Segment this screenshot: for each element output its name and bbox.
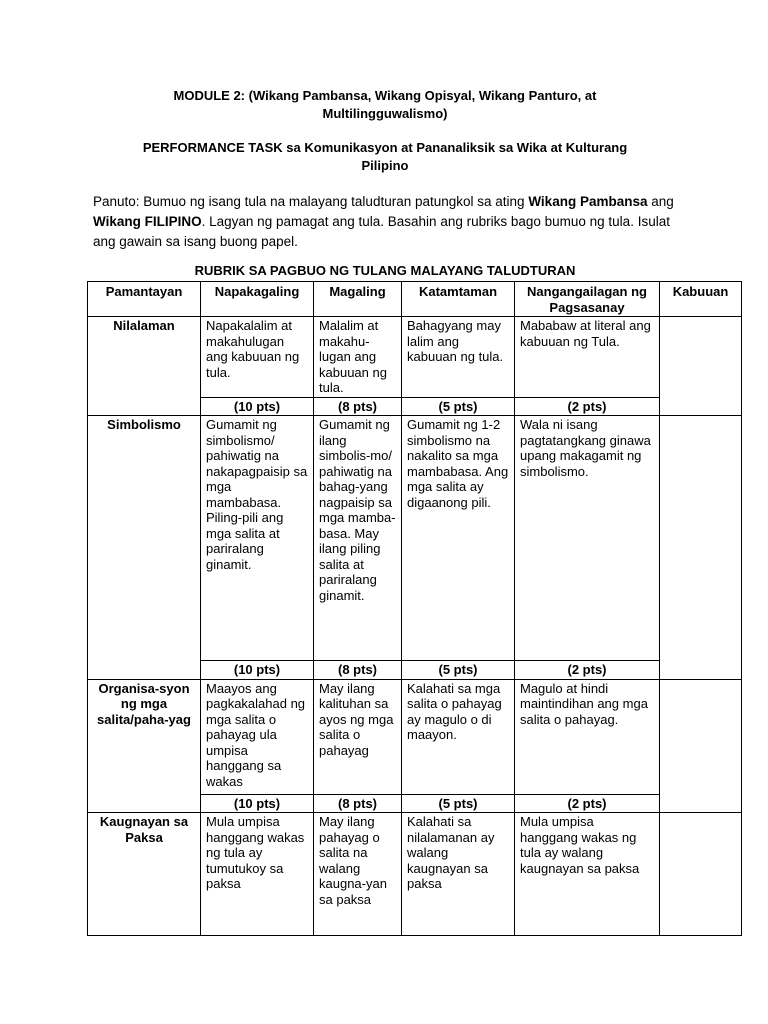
table-row	[88, 679, 742, 794]
points-cell: (8 pts)	[314, 794, 402, 813]
rubric-header-row	[88, 282, 742, 317]
descriptor-cell: Mula umpisa hanggang wakas ng tula ay tumutukoy sa paksa	[201, 813, 314, 936]
descriptor-cell: Malalim at makahu-lugan ang kabuuan ng tula.	[314, 317, 402, 398]
criterion-cell: Nilalaman	[88, 317, 201, 416]
module-title	[90, 87, 680, 123]
score-cell	[660, 317, 742, 416]
criterion-cell: Kaugnayan sa Paksa	[88, 813, 201, 936]
task-title	[90, 139, 680, 175]
descriptor-cell: Maayos ang pagkakalahad ng mga salita o pahayag ula umpisa hanggang sa wakas	[201, 679, 314, 794]
points-cell: (2 pts)	[515, 794, 660, 813]
descriptor-cell: Napakalalim at makahulugan ang kabuuan ng tula.	[201, 317, 314, 398]
instructions	[93, 192, 683, 252]
task-title-line1: PERFORMANCE TASK sa Komunikasyon at Pananaliksik sa Wika at Kulturang	[142, 140, 628, 155]
descriptor-cell: Kalahati sa mga salita o pahayag ay magulo o di maayon.	[402, 679, 515, 794]
descriptor-cell: Magulo at hindi maintindihan ang mga salita o pahayag.	[515, 679, 660, 794]
descriptor-cell: May ilang kalituhan sa ayos ng mga salita o pahayag	[314, 679, 402, 794]
instructions-text-1: Panuto: Bumuo ng isang tula na malayang taludturan patungkol sa ating	[93, 194, 529, 209]
criterion-cell: Simbolismo	[88, 416, 201, 680]
points-cell: (2 pts)	[515, 661, 660, 680]
points-cell: (10 pts)	[201, 661, 314, 680]
criterion-cell: Organisa-syon ng mga salita/paha-yag	[88, 679, 201, 813]
table-row	[88, 813, 742, 936]
points-cell: (5 pts)	[402, 661, 515, 680]
header-nangangailagan: Nangangailagan ng Pagsasanay	[515, 282, 660, 317]
instructions-bold-1: Wikang Pambansa	[528, 194, 648, 209]
module-title-line1: MODULE 2: (Wikang Pambansa, Wikang Opisyal, Wikang Panturo, at	[173, 88, 597, 103]
descriptor-cell: Gumamit ng simbolismo/ pahiwatig na nakapagpaisip sa mga mambabasa. Piling-pili ang mga salita at pariralang ginamit.	[201, 416, 314, 661]
points-cell: (8 pts)	[314, 397, 402, 416]
descriptor-cell: Mababaw at literal ang kabuuan ng Tula.	[515, 317, 660, 398]
points-cell: (5 pts)	[402, 397, 515, 416]
points-cell: (8 pts)	[314, 661, 402, 680]
score-cell	[660, 416, 742, 680]
header-napakagaling: Napakagaling	[201, 282, 314, 317]
instructions-text-3: . Lagyan ng pamagat ang tula. Basahin ang rubriks bago bumuo ng tula. Isulat ang gawain sa isang buong papel.	[93, 214, 670, 249]
score-cell	[660, 813, 742, 936]
points-cell: (2 pts)	[515, 397, 660, 416]
descriptor-cell: Wala ni isang pagtatangkang ginawa upang makagamit ng simbolismo.	[515, 416, 660, 661]
table-row	[88, 317, 742, 398]
points-cell: (10 pts)	[201, 397, 314, 416]
descriptor-cell: Gumamit ng ilang simbolis-mo/ pahiwatig na bahag-yang nagpaisip sa mga mamba-basa. May ilang piling salita at pariralang ginamit.	[314, 416, 402, 661]
descriptor-cell: Mula umpisa hanggang wakas ng tula ay walang kaugnayan sa paksa	[515, 813, 660, 936]
header-kabuuan: Kabuuan	[660, 282, 742, 317]
task-title-line2: Pilipino	[361, 158, 409, 173]
descriptor-cell: Bahagyang may lalim ang kabuuan ng tula.	[402, 317, 515, 398]
score-cell	[660, 679, 742, 813]
instructions-text-2: ang	[647, 194, 674, 209]
header-pamantayan: Pamantayan	[88, 282, 201, 317]
rubric-title: RUBRIK SA PAGBUO NG TULANG MALAYANG TALUDTURAN	[194, 263, 576, 278]
instructions-bold-2: Wikang FILIPINO	[93, 214, 202, 229]
descriptor-cell: Kalahati sa nilalamanan ay walang kaugnayan sa paksa	[402, 813, 515, 936]
descriptor-cell: May ilang pahayag o salita na walang kaugna-yan sa paksa	[314, 813, 402, 936]
module-title-line2: Multilingguwalismo)	[322, 106, 448, 121]
points-cell: (5 pts)	[402, 794, 515, 813]
header-magaling: Magaling	[314, 282, 402, 317]
table-row	[88, 416, 742, 661]
rubric-table	[87, 281, 742, 936]
points-cell: (10 pts)	[201, 794, 314, 813]
descriptor-cell: Gumamit ng 1-2 simbolismo na nakalito sa mga mambabasa. Ang mga salita ay digaanong pili.	[402, 416, 515, 661]
header-katamtaman: Katamtaman	[402, 282, 515, 317]
